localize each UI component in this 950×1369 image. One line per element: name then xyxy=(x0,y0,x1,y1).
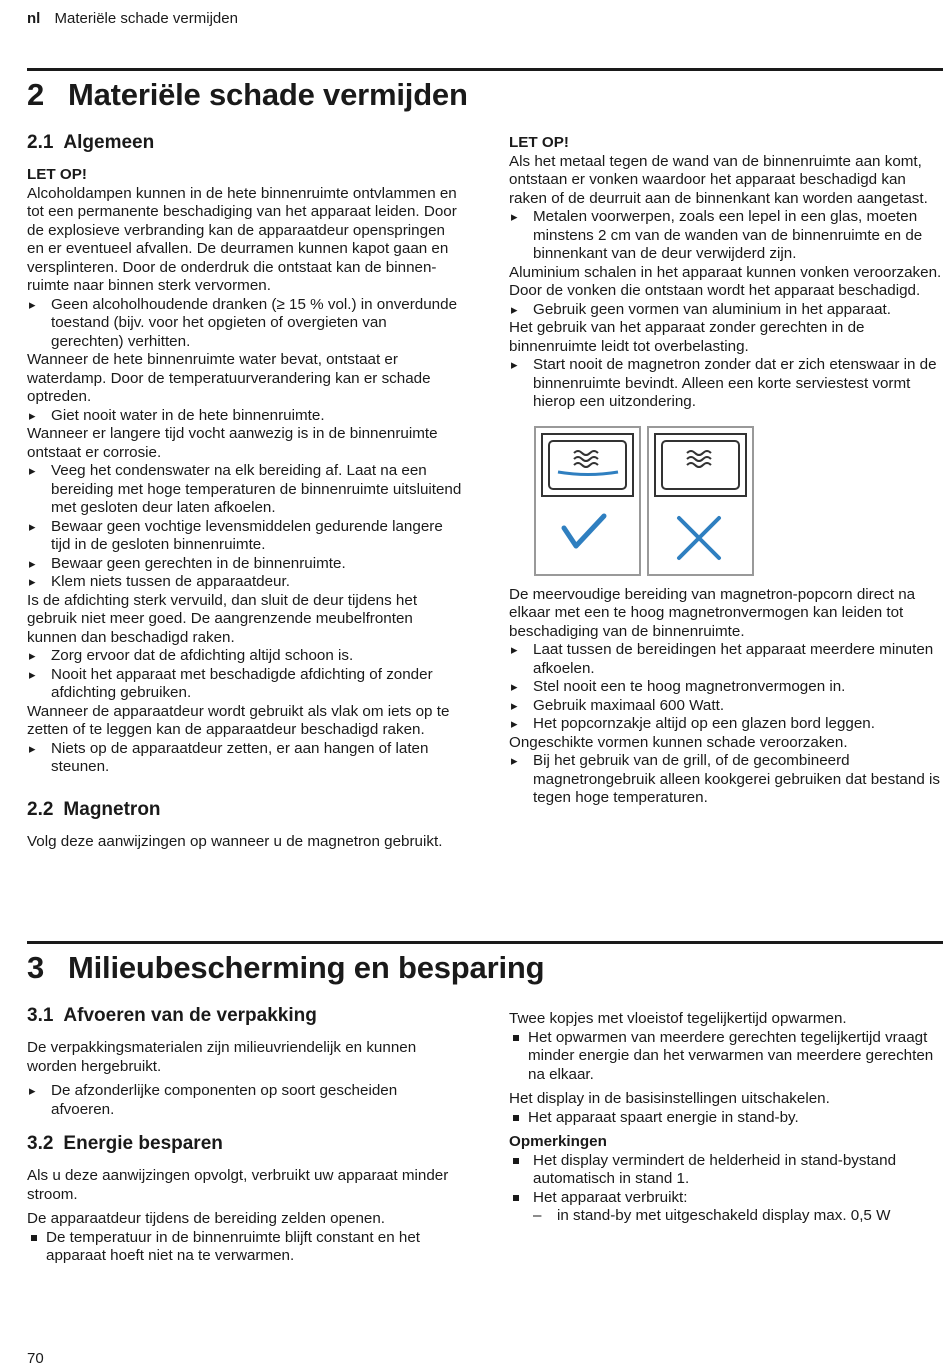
cross-icon xyxy=(679,518,719,558)
bullet-list xyxy=(509,641,944,734)
section-heading xyxy=(27,1133,462,1155)
microwave-illustration xyxy=(534,426,944,576)
list-item: ▸ Gebruik maximaal 600 Watt. xyxy=(509,697,944,716)
paragraph: Als u deze aanwijzingen opvolgt, verbruikt uw apparaat minder stroom. xyxy=(27,1167,449,1203)
section-heading xyxy=(27,132,462,154)
list-item: ▸ Laat tussen de bereidingen het apparaat meerdere minuten afkoelen. xyxy=(509,641,944,678)
list-item: ▸ Klem niets tussen de apparaatdeur. xyxy=(27,573,462,592)
paragraph: Ongeschikte vormen kunnen schade veroorzaken. xyxy=(509,733,848,751)
list-item: ▸ Metalen voorwerpen, zoals een lepel in een glas, moeten minstens 2 cm van de wanden van de binnenruimte en de binnenkant van de deur verwijderd zijn. xyxy=(509,208,944,264)
warning-label: LET OP! xyxy=(27,166,87,183)
section-heading xyxy=(27,799,462,821)
list-item: ▸ Stel nooit een te hoog magnetronvermogen in. xyxy=(509,678,944,697)
left-column-ch3 xyxy=(27,1005,462,1266)
paragraph: Alcoholdampen kunnen in de hete binnenruimte ontvlammen en tot een permanente beschadiging van het apparaat leiden. Door de explosieve verbranding kan de apparaatdeur openspringen en er eventueel afvallen. De deurramen kunnen kapot gaan en versplinteren. Door de onderdruk die ontstaat kan de binnenruimte naar binnen sterk vervormen. xyxy=(27,184,457,294)
right-column-ch2 xyxy=(509,134,944,808)
correct-use-panel xyxy=(534,426,641,576)
paragraph: De verpakkingsmaterialen zijn milieuvriendelijk en kunnen worden hergebruikt. xyxy=(27,1039,417,1075)
list-item: ▸ Het popcornzakje altijd op een glazen bord leggen. xyxy=(509,715,944,734)
bullet-list xyxy=(509,1029,944,1085)
list-item: ▸ Nooit het apparaat met beschadigde afdichting of zonder afdichting gebruiken. xyxy=(27,666,462,703)
notes-list xyxy=(509,1152,944,1226)
bullet-list xyxy=(27,407,462,426)
notes-heading: Opmerkingen xyxy=(509,1133,607,1150)
bullet-list xyxy=(27,1229,462,1266)
chapter-number: 2 xyxy=(27,77,45,112)
paragraph: Als het metaal tegen de wand van de binnenruimte aan komt, ontstaan er vonken waardoor het apparaat beschadigd kan raken of de deurruit aan de binnenkant kan worden aangetast. xyxy=(509,152,928,207)
paragraph: Is de afdichting sterk vervuild, dan sluit de deur tijdens het gebruik niet meer goed. De aangrenzende meubelfronten kunnen dan beschadigd raken. xyxy=(27,591,418,646)
chapter-heading xyxy=(27,77,468,113)
incorrect-use-panel xyxy=(647,426,754,576)
list-item: ▸ Zorg ervoor dat de afdichting altijd schoon is. xyxy=(27,647,462,666)
list-item-text: Het apparaat verbruikt: xyxy=(533,1188,688,1206)
list-item: ▸ Bewaar geen vochtige levensmiddelen gedurende langere tijd in de gesloten binnenruimte. xyxy=(27,518,462,555)
chapter-rule xyxy=(27,68,943,71)
warning-label: LET OP! xyxy=(509,134,569,151)
checkmark-icon xyxy=(564,516,604,546)
section-number: 2.2 xyxy=(27,798,54,820)
microwave-with-food-icon xyxy=(536,428,639,574)
list-item: Het display vermindert de helderheid in stand-bystand automatisch in stand 1. xyxy=(509,1152,944,1189)
paragraph: Wanneer de apparaatdeur wordt gebruikt als vlak om iets op te zetten of te leggen kan de apparaatdeur beschadigd raken. xyxy=(27,702,450,738)
section-title: Algemeen xyxy=(63,132,155,153)
section-number: 2.1 xyxy=(27,132,54,153)
empty-microwave-icon xyxy=(649,428,752,574)
right-column-ch3 xyxy=(509,1010,944,1226)
paragraph: De apparaatdeur tijdens de bereiding zelden openen. xyxy=(27,1210,386,1227)
list-item: ▸ Bewaar geen gerechten in de binnenruimte. xyxy=(27,555,462,574)
sub-list-item: – in stand-by met uitgeschakeld display max. 0,5 W xyxy=(533,1207,944,1226)
bullet-list xyxy=(509,301,944,320)
chapter-title: Milieubescherming en besparing xyxy=(68,950,545,985)
sub-list xyxy=(533,1207,944,1226)
paragraph: Het gebruik van het apparaat zonder gerechten in de binnenruimte leidt tot overbelasting. xyxy=(509,319,865,355)
list-item: ▸ Geen alcoholhoudende dranken (≥ 15 % vol.) in onverdunde toestand (bijv. voor het opgieten of overgieten van gerechten) verhitten. xyxy=(27,296,462,352)
list-item: De temperatuur in de binnenruimte blijft constant en het apparaat hoeft niet na te verwarmen. xyxy=(27,1229,462,1266)
language-code: nl xyxy=(27,10,41,27)
list-item: ▸ Veeg het condenswater na elk bereiding af. Laat na een bereiding met hoge temperaturen de binnenruimte uitsluitend met gesloten deur laten afkoelen. xyxy=(27,462,462,518)
bullet-list xyxy=(509,208,944,264)
section-number: 3.2 xyxy=(27,1133,54,1154)
bullet-list xyxy=(27,647,462,703)
section-title: Magnetron xyxy=(63,798,161,820)
paragraph: Twee kopjes met vloeistof tegelijkertijd opwarmen. xyxy=(509,1010,847,1027)
chapter-title: Materiële schade vermijden xyxy=(68,77,468,112)
paragraph: De meervoudige bereiding van magnetron-popcorn direct na elkaar met een te hoog magnetronvermogen kan leiden tot beschadiging van de binnenruimte. xyxy=(509,585,916,640)
list-item: ▸ Giet nooit water in de hete binnenruimte. xyxy=(27,407,462,426)
bullet-list xyxy=(27,740,462,777)
paragraph: Volg deze aanwijzingen op wanneer u de magnetron gebruikt. xyxy=(27,832,443,850)
chapter-heading xyxy=(27,950,544,986)
bullet-list xyxy=(27,296,462,352)
paragraph: Aluminium schalen in het apparaat kunnen vonken veroorzaken. Door de vonken die ontstaan wordt het apparaat beschadigd. xyxy=(509,263,942,299)
running-header-title: Materiële schade vermijden xyxy=(54,10,238,27)
list-item: ▸ De afzonderlijke componenten op soort gescheiden afvoeren. xyxy=(27,1082,462,1119)
bullet-list xyxy=(509,1109,944,1128)
list-item: ▸ Gebruik geen vormen van aluminium in het apparaat. xyxy=(509,301,944,320)
section-title: Energie besparen xyxy=(63,1133,223,1154)
list-item: Het apparaat spaart energie in stand-by. xyxy=(509,1109,944,1128)
page-number: 70 xyxy=(27,1350,44,1367)
bullet-list xyxy=(27,1082,462,1119)
list-item: Het opwarmen van meerdere gerechten tegelijkertijd vraagt minder energie dan het verwarmen van meerdere gerechten na elkaar. xyxy=(509,1029,944,1085)
list-item: ▸ Start nooit de magnetron zonder dat er zich etenswaar in de binnenruimte bevindt. Alleen een korte serviestest vormt hierop een uitzondering. xyxy=(509,356,944,412)
section-title: Afvoeren van de verpakking xyxy=(63,1005,317,1026)
section-heading xyxy=(27,1005,462,1027)
paragraph: Het display in de basisinstellingen uitschakelen. xyxy=(509,1090,830,1107)
list-item xyxy=(509,1189,944,1226)
chapter-rule xyxy=(27,941,943,944)
bullet-list xyxy=(509,752,944,808)
chapter-number: 3 xyxy=(27,950,45,985)
section-number: 3.1 xyxy=(27,1005,54,1026)
bullet-list xyxy=(27,462,462,592)
running-header xyxy=(27,10,238,29)
left-column-ch2 xyxy=(27,132,462,851)
list-item: ▸ Niets op de apparaatdeur zetten, er aan hangen of laten steunen. xyxy=(27,740,462,777)
paragraph: Wanneer er langere tijd vocht aanwezig is in de binnenruimte ontstaat er corrosie. xyxy=(27,425,438,461)
paragraph: Wanneer de hete binnenruimte water bevat, ontstaat er waterdamp. Door de temperatuurverandering kan er schade optreden. xyxy=(27,351,431,405)
bullet-list xyxy=(509,356,944,412)
list-item: ▸ Bij het gebruik van de grill, of de gecombineerd magnetrongebruik alleen kookgerei gebruiken dat bestand is tegen hoge temperaturen. xyxy=(509,752,944,808)
